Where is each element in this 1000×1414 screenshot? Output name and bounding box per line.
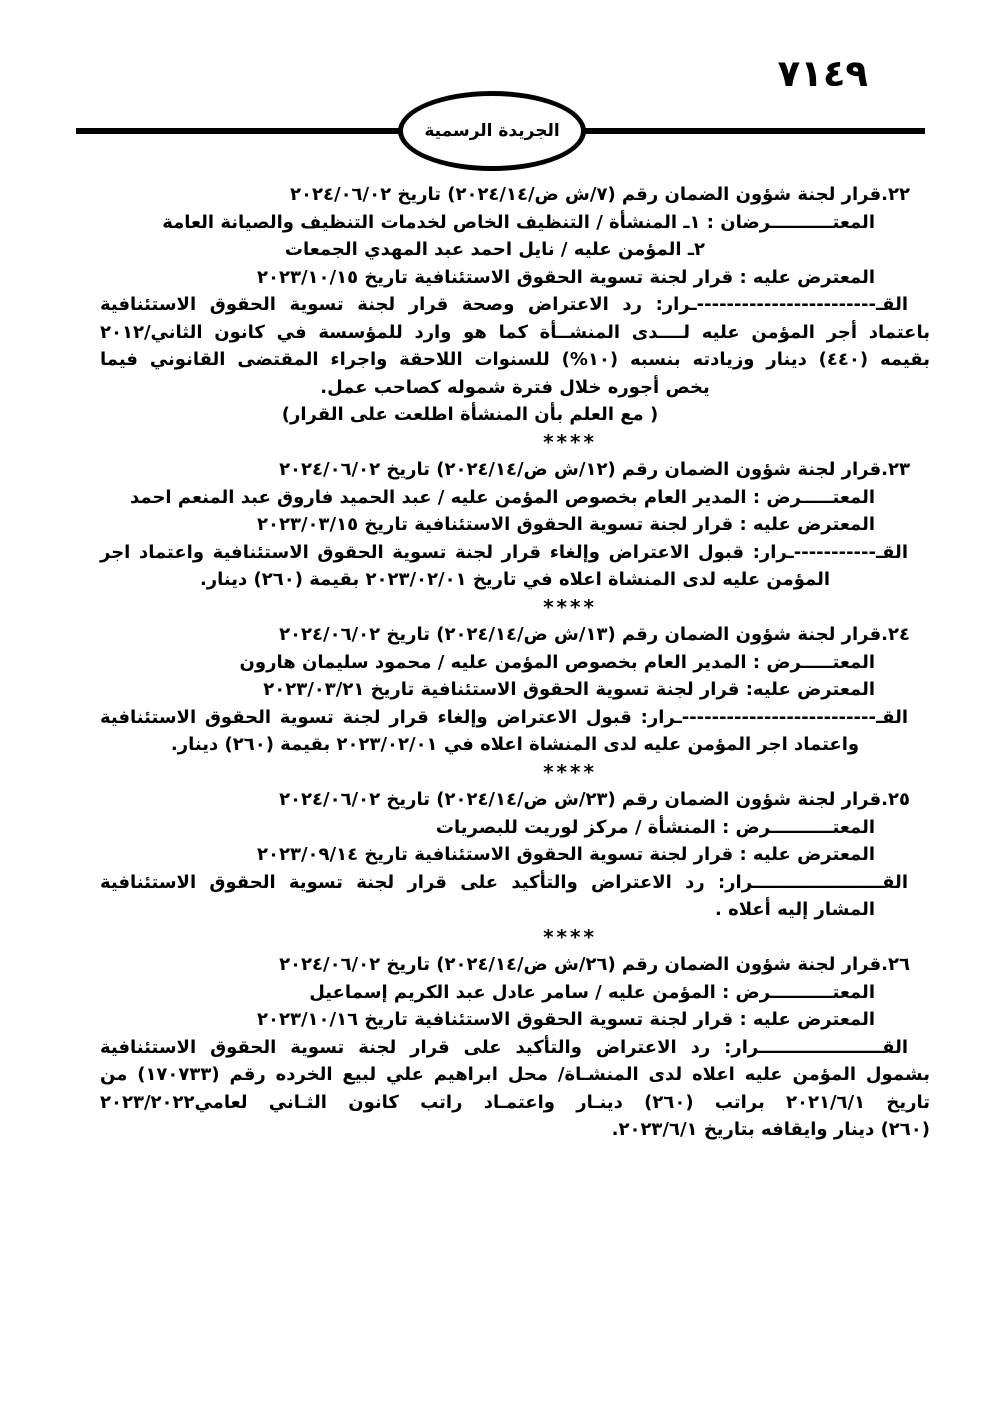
decision-25 (100, 786, 930, 951)
decision-22 (100, 181, 930, 456)
decision-line: القـ------------------------ـرار: رد الاعتراض وصحة قرار لجنة تسوية الحقوق الاستئنافية (100, 294, 908, 315)
section-separator: **** (543, 924, 597, 949)
decision-line: المؤمن عليه لدى المنشاة اعلاه في تاريخ ٢٠٢٣/٠٢/٠١ بقيمة (٢٦٠) دينار. (199, 569, 831, 590)
decision-line: القـــــــــــــــــــــرار: رد الاعتراض والتأكيد على قرار لجنة تسوية الحقوق الاستئنافية (100, 871, 908, 893)
decision-line: يخص أجوره خلال فترة شموله كصاحب عمل. (320, 376, 710, 398)
decision-line: (٢٦٠) دينار وايقافه بتاريخ ٢٠٢٣/٦/١. (611, 1119, 930, 1140)
section-separator: **** (543, 594, 597, 619)
decision-line: المعترض عليه : قرار لجنة تسوية الحقوق الاستئنافية تاريخ ٢٠٢٣/١٠/١٦ (257, 1009, 875, 1030)
decision-line: المعتــــــــــرضان : ١ـ المنشأة / التنظيف الخاص لخدمات التنظيف والصيانة العامة (162, 211, 875, 233)
decision-line: ٢٣.قرار لجنة شؤون الضمان رقم (١٢/ش ض/٢٠٢٤/١٤) تاريخ ٢٠٢٤/٠٦/٠٢ (279, 459, 910, 480)
decision-line: ( مع العلم بأن المنشأة اطلعت على القرار) (281, 404, 659, 425)
section-separator: **** (543, 429, 597, 454)
decision-24 (100, 621, 930, 786)
decision-line: واعتماد اجر المؤمن عليه لدى المنشاة اعلاه في ٢٠٢٣/٠٢/٠١ بقيمة (٢٦٠) دينار. (170, 734, 860, 755)
decision-line: ٢٦.قرار لجنة شؤون الضمان رقم (٢٦/ش ض/٢٠٢٤/١٤) تاريخ ٢٠٢٤/٠٦/٠٢ (279, 954, 910, 975)
decision-line: ٢٥.قرار لجنة شؤون الضمان رقم (٢٣/ش ض/٢٠٢٤/١٤) تاريخ ٢٠٢٤/٠٦/٠٢ (279, 789, 910, 810)
section-separator: **** (543, 759, 597, 784)
decision-line: المعتــــــــــرض : المؤمن عليه / سامر عادل عبد الكريم إسماعيل (309, 981, 875, 1003)
decision-line: ٢ـ المؤمن عليه / نايل احمد عبد المهدي الجمعات (284, 239, 705, 260)
decision-line: المعترض عليه : قرار لجنة تسوية الحقوق الاستئنافية تاريخ ٢٠٢٣/١٠/١٥ (257, 266, 875, 288)
decision-line: المعترض عليه : قرار لجنة تسوية الحقوق الاستئنافية تاريخ ٢٠٢٣/٠٣/١٥ (257, 514, 875, 535)
decision-line: بشمول المؤمن عليه اعلاه لدى المنشـاة/ محل ابراهيم علي لبيع الخرده رقم (١٧٠٧٣٣) من (100, 1064, 930, 1085)
decision-line: بقيمه (٤٤٠) دينار وزيادته بنسبه (١٠%) للسنوات اللاحقة واجراء المقتضى القانوني فيما (100, 349, 930, 370)
page-number: ٧١٤٩ (777, 52, 868, 95)
decision-line: تاريخ ٢٠٢١/٦/١ براتب (٢٦٠) دينـار واعتمـاد راتب كانون الثـاني لعامي٢٠٢٣/٢٠٢٢ (100, 1091, 930, 1113)
gazette-badge-label: الجريدة الرسمية (424, 121, 560, 141)
decision-line: المعتـــــرض : المدير العام بخصوص المؤمن عليه / عبد الحميد فاروق عبد المنعم احمد (129, 486, 875, 508)
decision-line: المعتـــــرض : المدير العام بخصوص المؤمن عليه / محمود سليمان هارون (239, 651, 875, 673)
decision-line: القـ--------------------------ـرار: قبول الاعتراض وإلغاء قرار لجنة تسوية الحقوق الاستئنافية (100, 706, 908, 728)
decision-line: ٢٤.قرار لجنة شؤون الضمان رقم (١٣/ش ض/٢٠٢٤/١٤) تاريخ ٢٠٢٤/٠٦/٠٢ (279, 624, 910, 645)
decision-line: القــــــــــــــــــــرار: رد الاعتراض والتأكيد على قرار لجنة تسوية الحقوق الاستئنافية (100, 1036, 908, 1058)
decision-line: باعتماد أجر المؤمن عليه لــــدى المنشــأة كما هو وارد للمؤسسة في كانون الثاني/٢٠١٢ (100, 321, 930, 343)
gazette-badge (398, 91, 586, 171)
decision-line: ٢٢.قرار لجنة شؤون الضمان رقم (٧/ش ض/٢٠٢٤/١٤) تاريخ ٢٠٢٤/٠٦/٠٢ (290, 184, 910, 205)
document-body (100, 181, 930, 1144)
decision-line: المعتــــــــــرض : المنشأة / مركز لوريت للبصريات (435, 816, 875, 838)
decision-23 (100, 456, 930, 621)
decision-line: المعترض عليه : قرار لجنة تسوية الحقوق الاستئنافية تاريخ ٢٠٢٣/٠٩/١٤ (257, 844, 875, 865)
decision-line: المعترض عليه: قرار لجنة تسوية الحقوق الاستئنافية تاريخ ٢٠٢٣/٠٣/٢١ (263, 679, 875, 700)
decision-line: القـ-----------ـرار: قبول الاعتراض وإلغاء قرار لجنة تسوية الحقوق الاستئنافية واعتماد اجر (100, 541, 908, 563)
decision-26 (100, 951, 930, 1144)
decision-line: المشار إليه أعلاه . (714, 899, 875, 920)
